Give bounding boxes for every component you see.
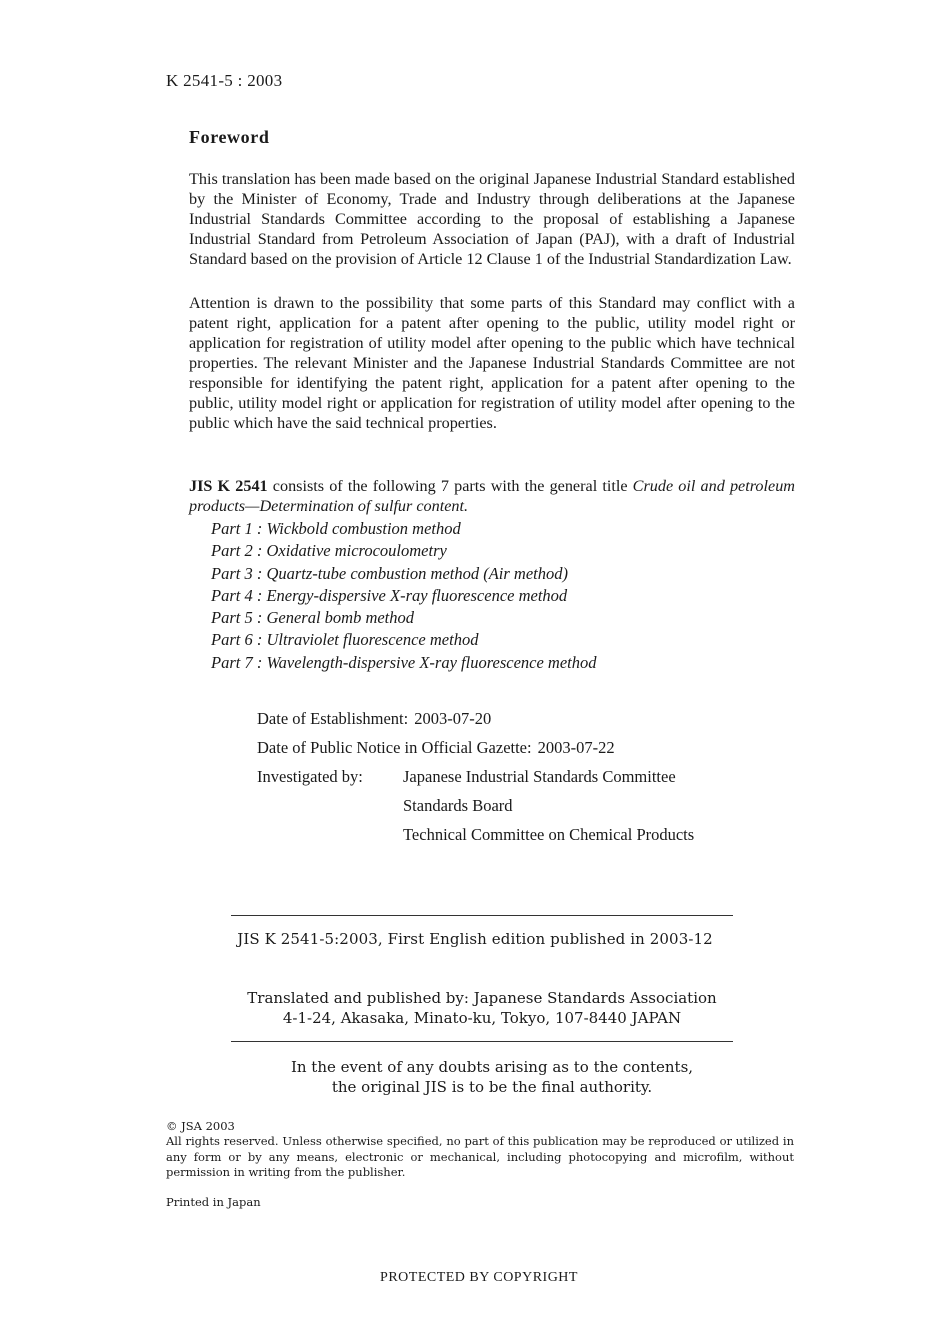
document-number: K 2541-5 : 2003 [166,71,283,90]
list-item: Part 4 : Energy-dispersive X-ray fluorescence method [211,585,568,605]
edition-statement: JIS K 2541-5:2003, First English edition published in 2003-12 [237,930,713,948]
general-title: Crude oil and petroleum products—Determination of sulfur content. [189,477,795,515]
printed-in: Printed in Japan [166,1195,261,1209]
list-item: Part 1 : Wickbold combustion method [211,519,461,538]
list-item: Part 7 : Wavelength-dispersive X-ray fluorescence method [211,652,597,672]
investigated-label: Investigated by: [257,767,363,786]
notice-label: Date of Public Notice in Official Gazette: [257,738,532,757]
foreword-paragraph-patent: Attention is drawn to the possibility that some parts of this Standard may conflict with a patent right, application for a patent after opening to the public, utility model right or application for registration of utility model after opening to the public which have technical properties. The relevant Minister and the Japanese Industrial Standards Committee are not responsible for identifying the patent right, application for a patent after opening to the public, utility model right or application for registration of utility model after opening to the public which have the said technical properties. [189,294,795,432]
list-item: Part 5 : General bomb method [211,608,415,628]
parts-list [211,518,597,674]
authority-line: In the event of any doubts arising as to the contents, [290,1058,694,1076]
foreword-heading: Foreword [189,127,270,147]
list-item: Part 6 : Ultraviolet fluorescence method [211,630,479,650]
authority-notice [0,1057,950,1097]
investigated-line: Technical Committee on Chemical Products [403,825,695,844]
copyright-notice: © JSA 2003 [166,1119,235,1133]
publisher-address: 4-1-24, Akasaka, Minato-ku, Tokyo, 107-8440 JAPAN [282,1009,682,1027]
investigated-line: Japanese Industrial Standards Committee [403,767,676,786]
establishment-label: Date of Establishment: [257,709,409,728]
investigated-by [257,767,676,787]
foreword-paragraph-translation: This translation has been made based on the original Japanese Industrial Standard established by the Minister of Economy, Trade and Industry through deliberations at the Japanese Industrial Standards Committee according to the proposal of establishing a Japanese Industrial Standard from Petroleum Association of Japan (PAJ), with a draft of Industrial Standard based on the provision of Article 12 Clause 1 of the Industrial Standardization Law. [189,170,795,268]
authority-line: the original JIS is to be the final authority. [331,1078,653,1096]
rights-statement: All rights reserved. Unless otherwise specified, no part of this publication may be reproduced or utilized in any form or by any means, electronic or mechanical, including photocopying and microfilm, without permission in writing from the publisher. [166,1134,794,1179]
standard-reference: JIS K 2541 [189,477,268,495]
date-of-public-notice [257,738,615,758]
divider [231,915,733,916]
list-item: Part 2 : Oxidative microcoulometry [211,541,447,561]
copyright-footer: PROTECTED BY COPYRIGHT [380,1270,578,1285]
date-of-establishment [257,709,491,729]
list-item: Part 3 : Quartz-tube combustion method (Air method) [211,563,568,583]
publisher-block [0,988,950,1028]
establishment-value: 2003-07-20 [414,709,492,728]
notice-value: 2003-07-22 [537,738,615,757]
investigated-line: Standards Board [403,796,513,815]
publisher-line: Translated and published by: Japanese Standards Association [247,989,717,1007]
parts-intro-text: consists of the following 7 parts with the general title [267,477,633,495]
divider [231,1041,733,1042]
foreword-paragraph-parts-intro [189,476,795,516]
